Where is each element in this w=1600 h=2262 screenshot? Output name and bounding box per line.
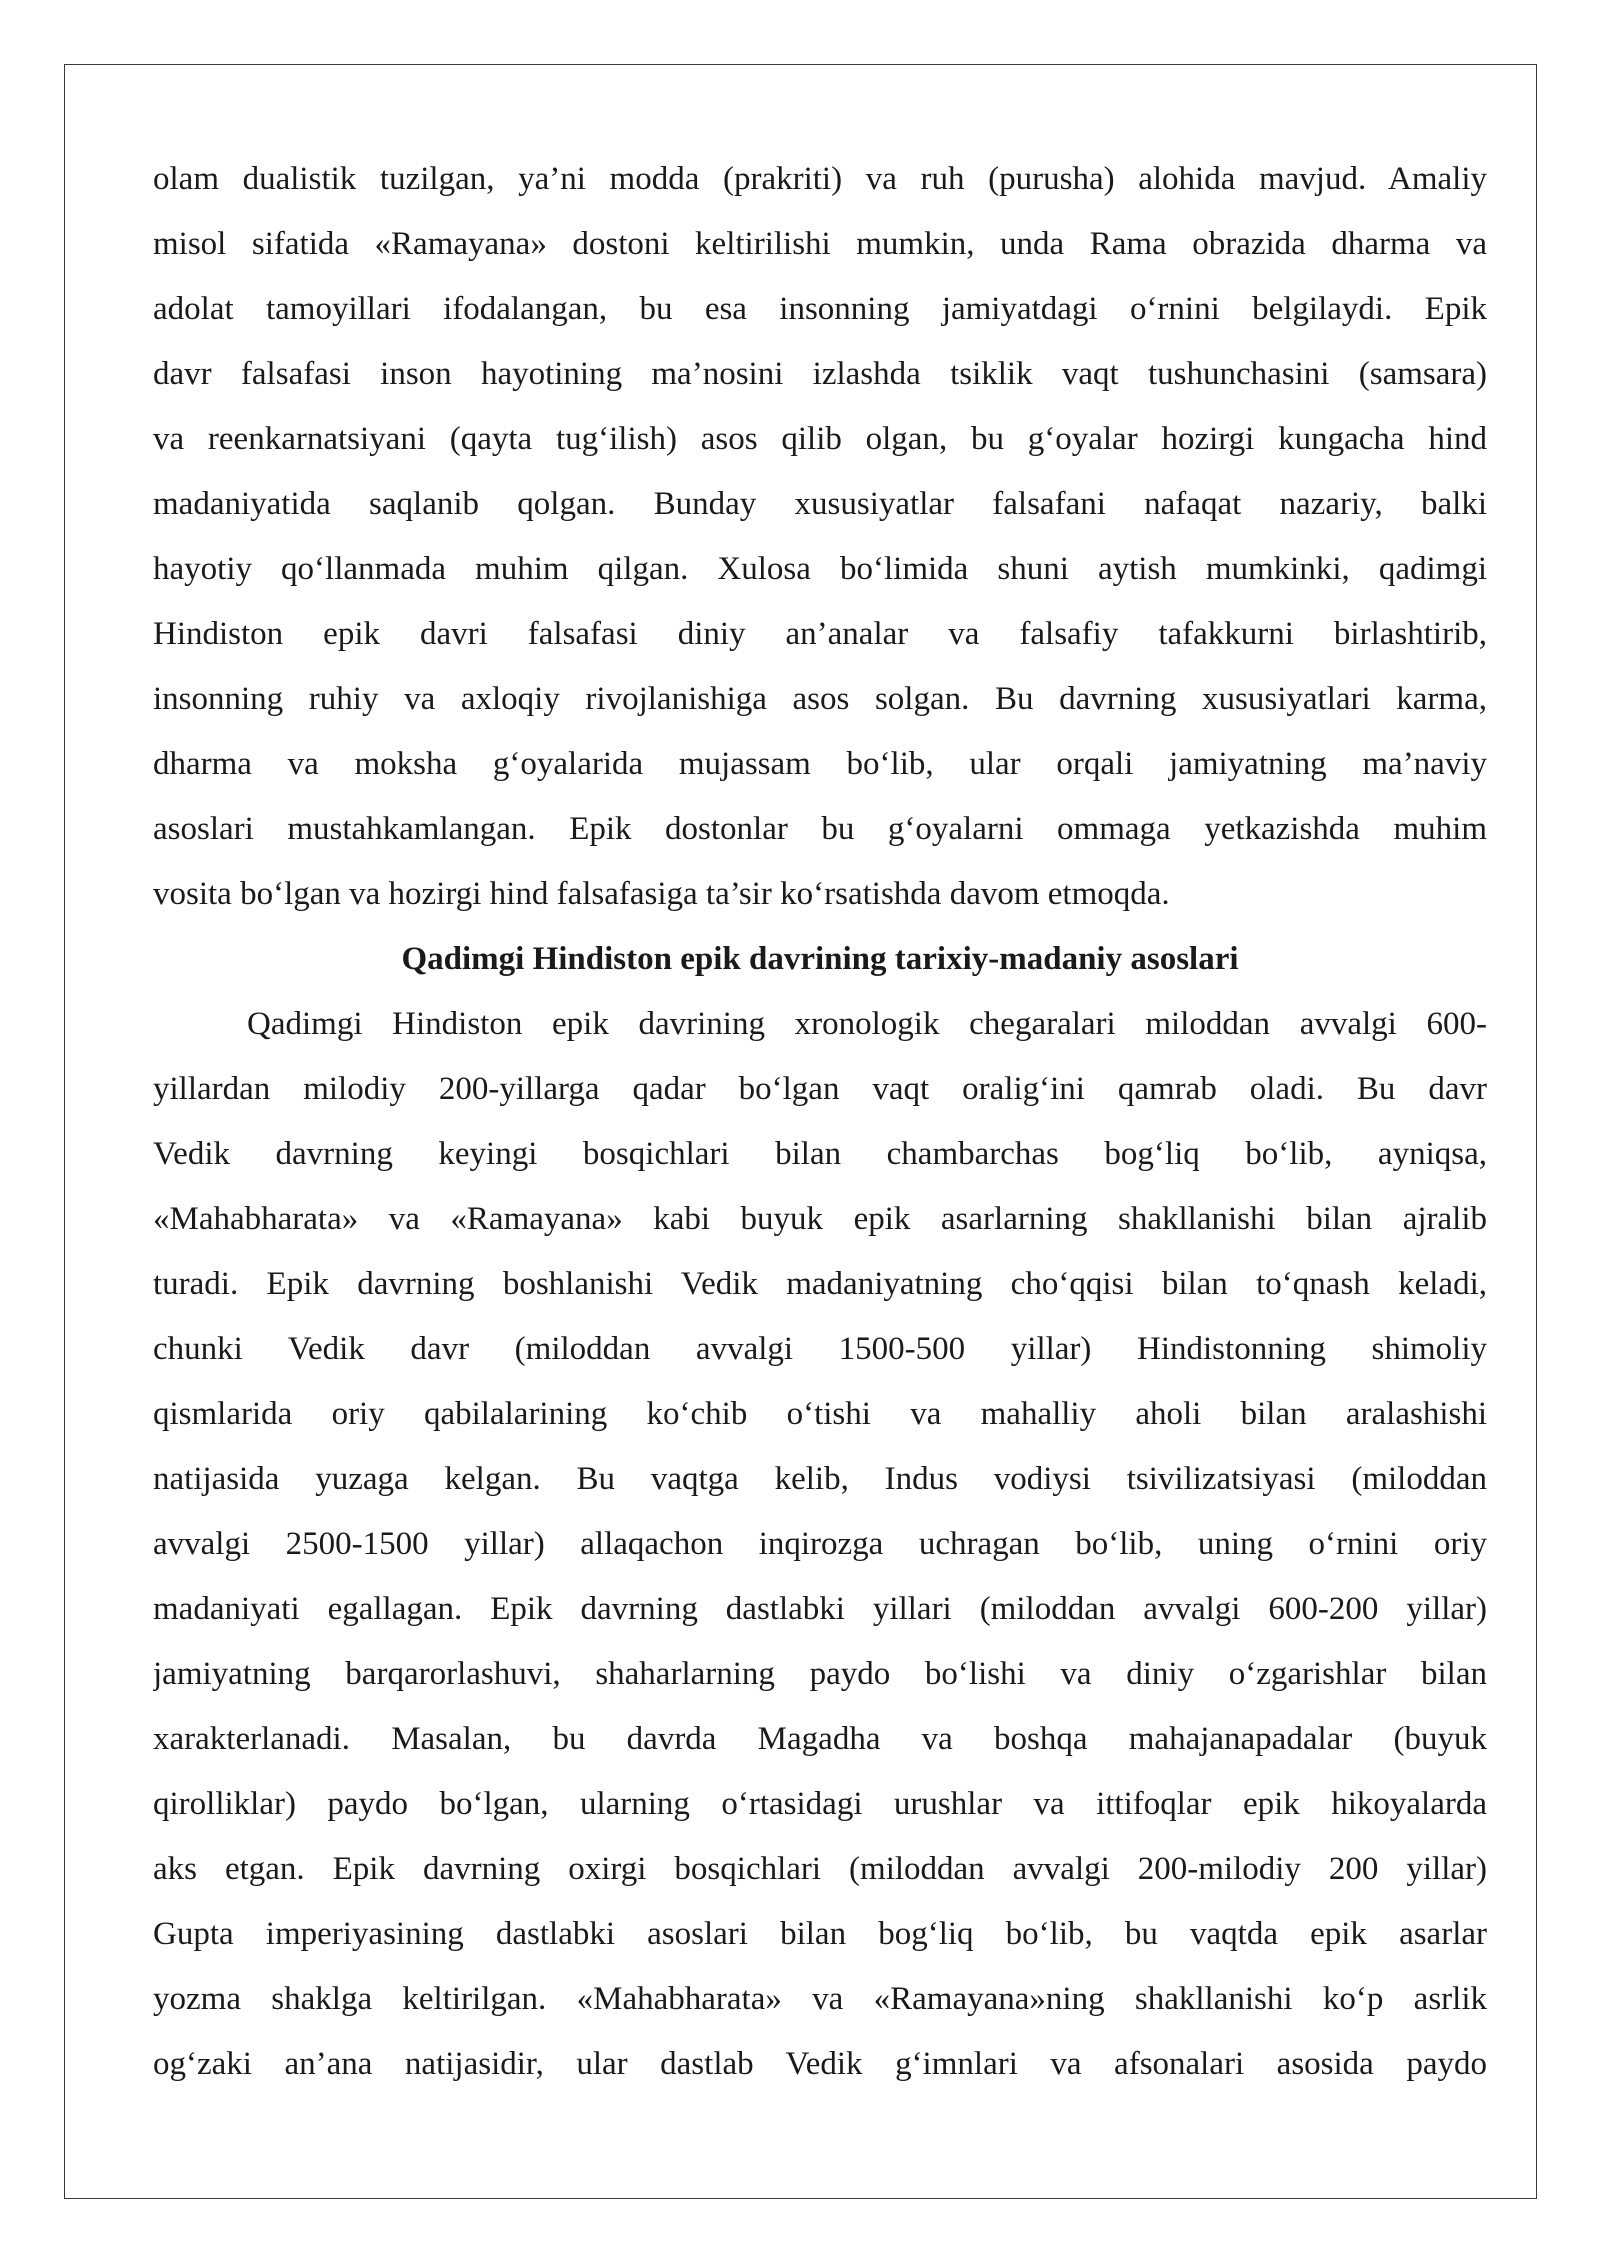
text-line: adolat tamoyillari ifodalangan, bu esa insonning jamiyatdagi o‘rnini belgilaydi. Epik: [153, 291, 1487, 327]
text-line: jamiyatning barqarorlashuvi, shaharlarning paydo bo‘lishi va diniy o‘zgarishlar bilan: [153, 1656, 1487, 1692]
paragraph-historical-foundations: [153, 992, 1487, 2097]
text-line: hayotiy qo‘llanmada muhim qilgan. Xulosa bo‘limida shuni aytish mumkinki, qadimgi: [153, 551, 1487, 587]
text-line: misol sifatida «Ramayana» dostoni keltirilishi mumkin, unda Rama obrazida dharma va: [153, 226, 1487, 262]
document-body: [153, 147, 1487, 2097]
text-line: xarakterlanadi. Masalan, bu davrda Magadha va boshqa mahajanapadalar (buyuk: [153, 1721, 1487, 1757]
text-line: chunki Vedik davr (miloddan avvalgi 1500-500 yillar) Hindistonning shimoliy: [153, 1331, 1487, 1367]
text-line: va reenkarnatsiyani (qayta tug‘ilish) asos qilib olgan, bu g‘oyalar hozirgi kungacha hind: [153, 421, 1487, 457]
text-line: Vedik davrning keyingi bosqichlari bilan chambarchas bog‘liq bo‘lib, ayniqsa,: [153, 1136, 1487, 1172]
text-line: natijasida yuzaga kelgan. Bu vaqtga kelib, Indus vodiysi tsivilizatsiyasi (miloddan: [153, 1461, 1487, 1497]
text-line: vosita bo‘lgan va hozirgi hind falsafasiga ta’sir ko‘rsatishda davom etmoqda.: [153, 876, 1170, 912]
text-line: davr falsafasi inson hayotining ma’nosini izlashda tsiklik vaqt tushunchasini (samsara): [153, 356, 1487, 392]
text-line: yozma shaklga keltirilgan. «Mahabharata» va «Ramayana»ning shakllanishi ko‘p asrlik: [153, 1981, 1487, 2017]
text-line: qirolliklar) paydo bo‘lgan, ularning o‘rtasidagi urushlar va ittifoqlar epik hikoyalarda: [153, 1786, 1487, 1822]
text-line: avvalgi 2500-1500 yillar) allaqachon inqirozga uchragan bo‘lib, uning o‘rnini oriy: [153, 1526, 1487, 1562]
text-line: insonning ruhiy va axloqiy rivojlanishiga asos solgan. Bu davrning xususiyatlari karma,: [153, 681, 1487, 717]
text-line: Hindiston epik davri falsafasi diniy an’analar va falsafiy tafakkurni birlashtirib,: [153, 616, 1487, 652]
text-line: olam dualistik tuzilgan, ya’ni modda (prakriti) va ruh (purusha) alohida mavjud. Amaliy: [153, 161, 1487, 197]
text-line: Qadimgi Hindiston epik davrining xronologik chegaralari miloddan avvalgi 600-: [247, 1006, 1487, 1042]
text-line: Gupta imperiyasining dastlabki asoslari bilan bog‘liq bo‘lib, bu vaqtda epik asarlar: [153, 1916, 1487, 1952]
text-line: madaniyati egallagan. Epik davrning dastlabki yillari (miloddan avvalgi 600-200 yillar): [153, 1591, 1487, 1627]
paragraph-philosophy-conclusion: [153, 147, 1487, 927]
text-line: aks etgan. Epik davrning oxirgi bosqichlari (miloddan avvalgi 200-milodiy 200 yillar): [153, 1851, 1487, 1887]
text-line: «Mahabharata» va «Ramayana» kabi buyuk epik asarlarning shakllanishi bilan ajralib: [153, 1201, 1487, 1237]
text-line: qismlarida oriy qabilalarining ko‘chib o‘tishi va mahalliy aholi bilan aralashishi: [153, 1396, 1487, 1432]
text-line: turadi. Epik davrning boshlanishi Vedik madaniyatning cho‘qqisi bilan to‘qnash keladi,: [153, 1266, 1487, 1302]
text-line: madaniyatida saqlanib qolgan. Bunday xususiyatlar falsafani nafaqat nazariy, balki: [153, 486, 1487, 522]
section-heading: Qadimgi Hindiston epik davrining tarixiy-madaniy asoslari: [401, 941, 1239, 977]
text-line: og‘zaki an’ana natijasidir, ular dastlab Vedik g‘imnlari va afsonalari asosida paydo: [153, 2046, 1487, 2082]
text-line: yillardan milodiy 200-yillarga qadar bo‘lgan vaqt oralig‘ini qamrab oladi. Bu davr: [153, 1071, 1487, 1107]
text-line: asoslari mustahkamlangan. Epik dostonlar bu g‘oyalarni ommaga yetkazishda muhim: [153, 811, 1487, 847]
text-line: dharma va moksha g‘oyalarida mujassam bo‘lib, ular orqali jamiyatning ma’naviy: [153, 746, 1487, 782]
